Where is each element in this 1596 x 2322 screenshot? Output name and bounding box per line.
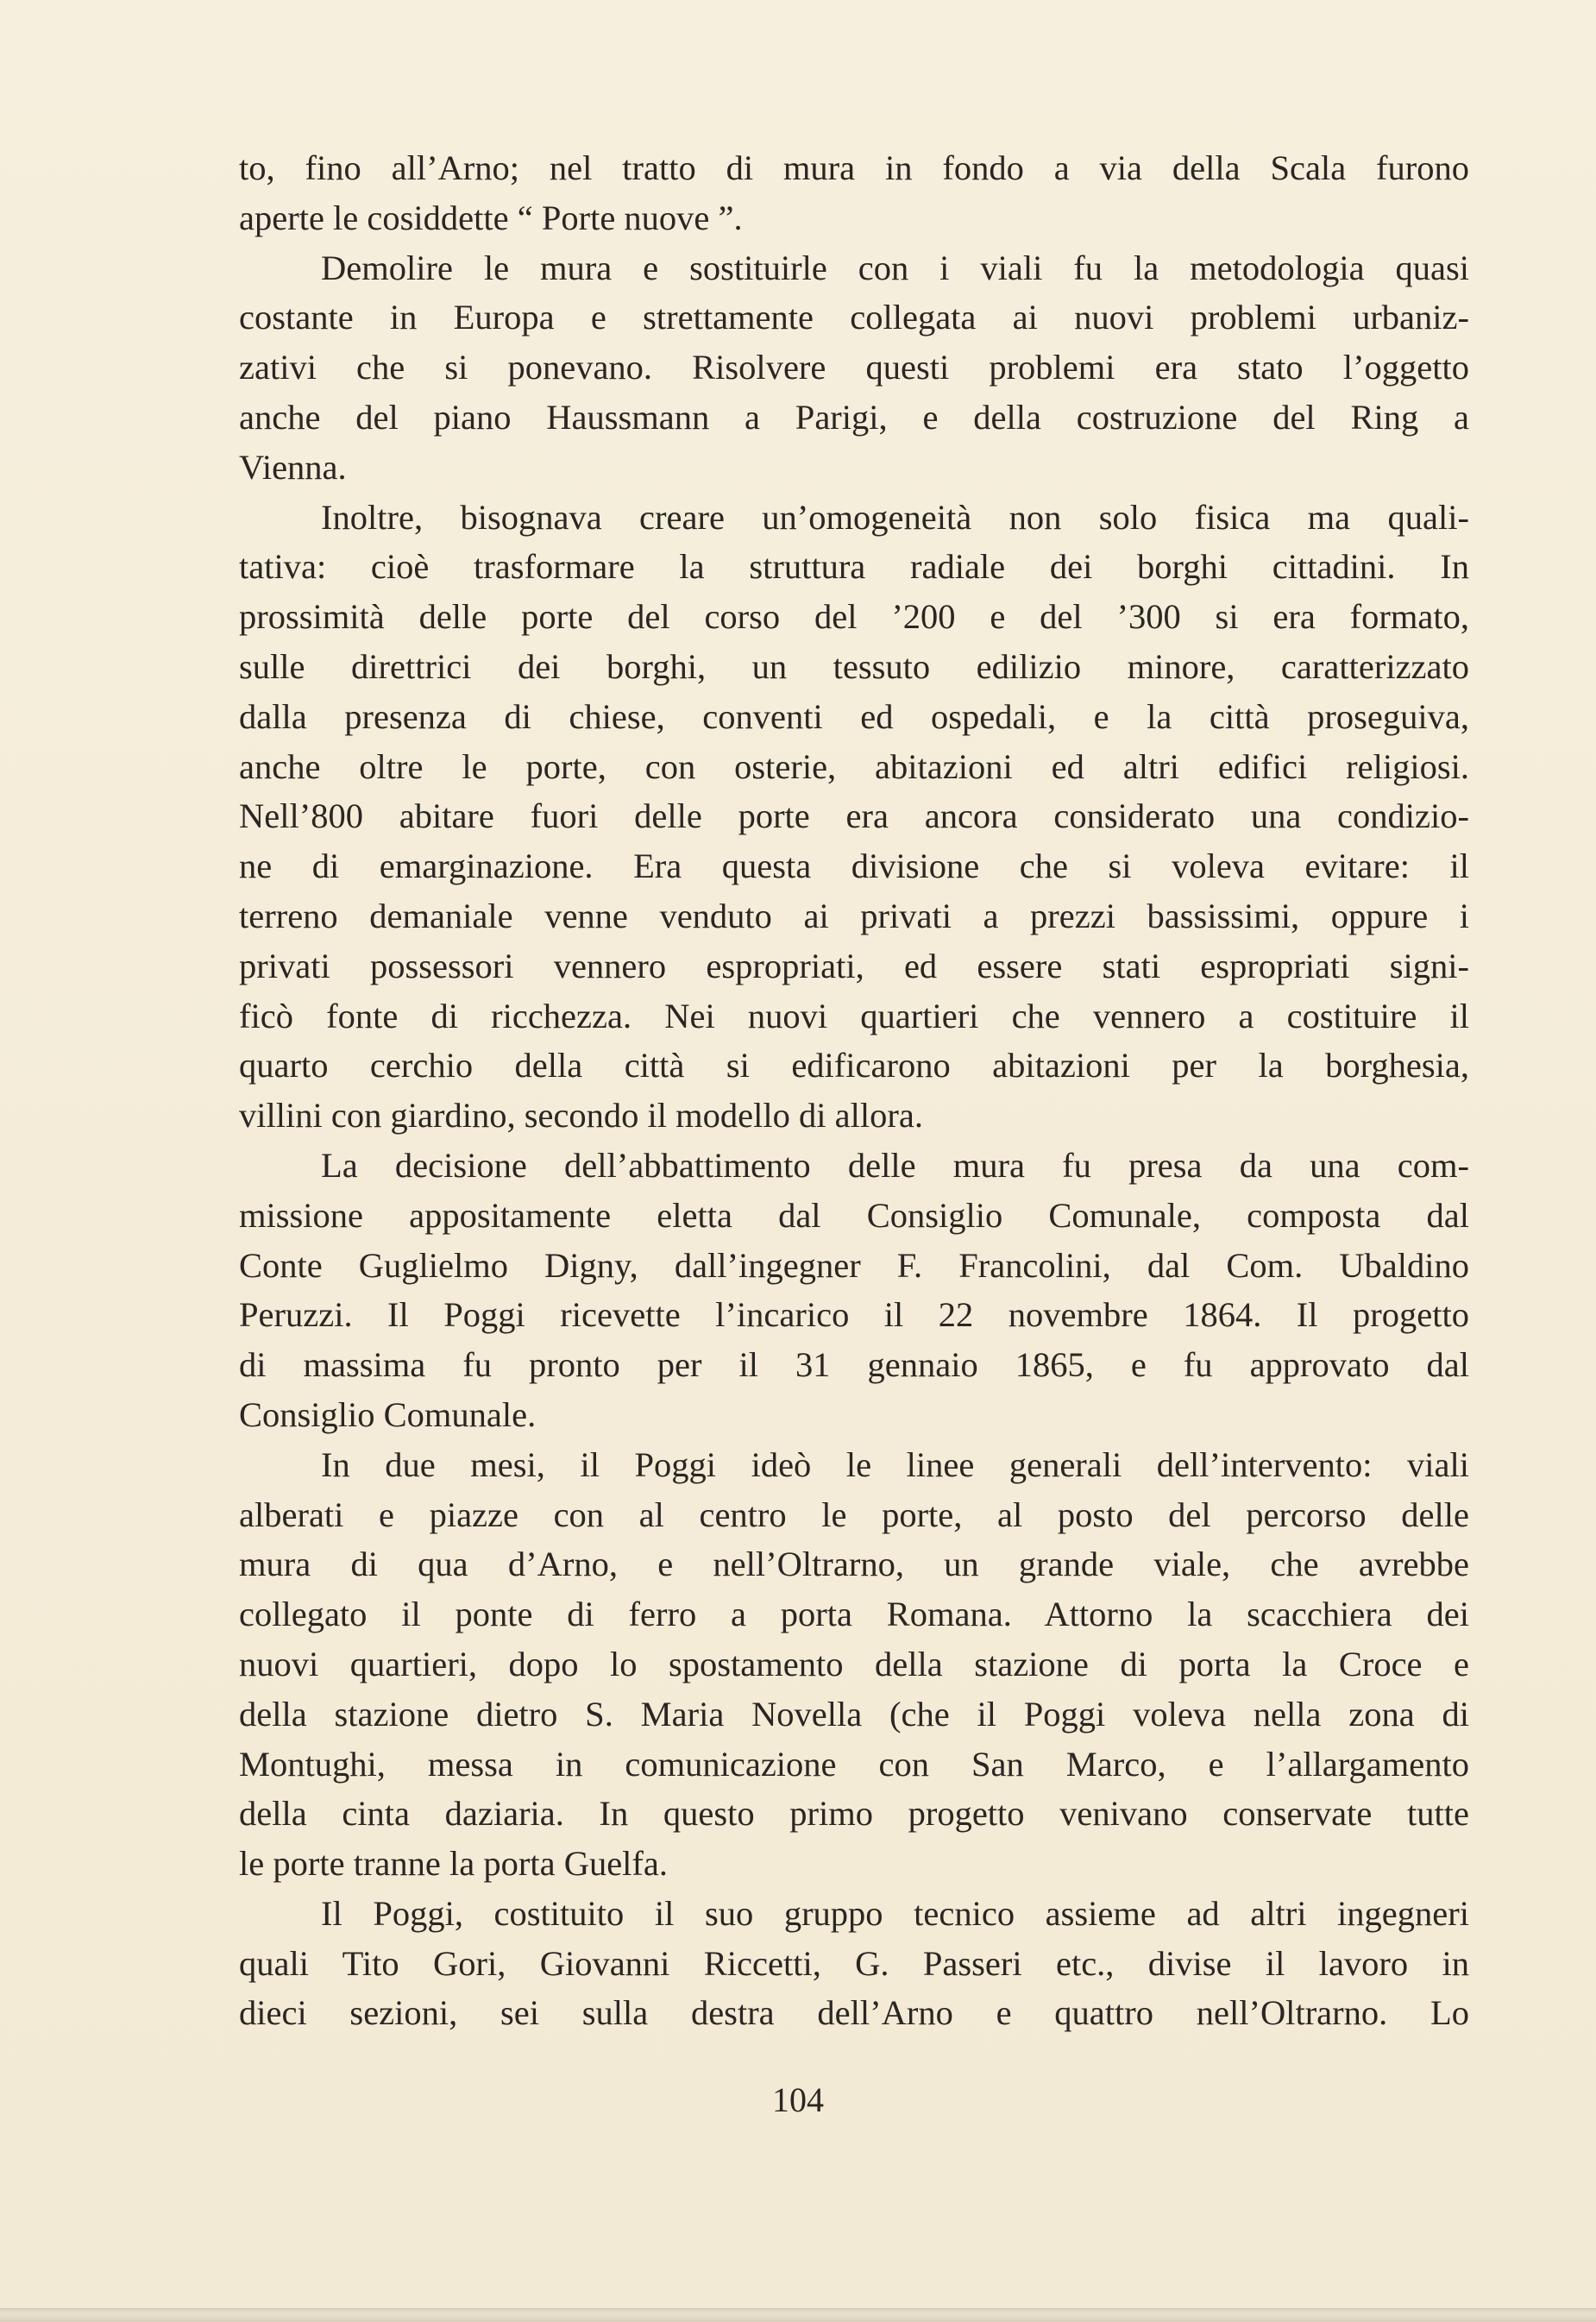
text-line: Demolire le mura e sostituirle con i viali fu la metodologia quasi [321,248,1469,287]
text-line: Consiglio Comunale. [239,1394,537,1434]
paragraph [239,1141,1469,1440]
text-line: Vienna. [239,447,347,487]
page-bottom-edge [0,2308,1596,2322]
text-line: nuovi quartieri, dopo lo spostamento della stazione di porta la Croce e [239,1644,1469,1683]
text-line: tativa: cioè trasformare la struttura radiale dei borghi cittadini. In [239,547,1469,587]
text-line: della stazione dietro S. Maria Novella (che il Poggi voleva nella zona di [239,1694,1469,1734]
paragraph [239,1440,1469,1889]
text-line: dieci sezioni, sei sulla destra dell’Arno e quattro nell’Oltrarno. Lo [239,1993,1469,2033]
page-number: 104 [772,2080,824,2119]
text-line: In due mesi, il Poggi ideò le linee generali dell’intervento: viali [321,1444,1469,1484]
text-line: prossimità delle porte del corso del ’200 e del ’300 si era formato, [239,597,1469,637]
text-line: anche del piano Haussmann a Parigi, e della costruzione del Ring a [239,397,1469,437]
text-line: ne di emarginazione. Era questa divisione che si voleva evitare: il [239,846,1469,886]
text-line: mura di qua d’Arno, e nell’Oltrarno, un grande viale, che avrebbe [239,1545,1469,1584]
body-text [239,143,1469,2038]
text-line: costante in Europa e strettamente collegata ai nuovi problemi urbaniz- [239,298,1469,337]
text-line: collegato il ponte di ferro a porta Romana. Attorno la scacchiera dei [239,1595,1469,1634]
paragraph [239,143,1469,243]
text-line: to, fino all’Arno; nel tratto di mura in fondo a via della Scala furono [239,148,1469,187]
paragraph [239,1889,1469,2038]
paragraph [239,493,1469,1141]
text-line: aperte le cosiddette “ Porte nuove ”. [239,198,743,237]
paragraph [239,243,1469,493]
text-line: ficò fonte di ricchezza. Nei nuovi quartieri che vennero a costituire il [239,996,1469,1035]
text-line: Peruzzi. Il Poggi ricevette l’incarico il 22 novembre 1864. Il progetto [239,1295,1469,1335]
text-line: anche oltre le porte, con osterie, abitazioni ed altri edifici religiosi. [239,746,1469,786]
text-line: alberati e piazze con al centro le porte, al posto del percorso delle [239,1495,1469,1534]
text-line: di massima fu pronto per il 31 gennaio 1865, e fu approvato dal [239,1345,1469,1385]
text-line: sulle direttrici dei borghi, un tessuto edilizio minore, caratterizzato [239,646,1469,686]
text-line: zativi che si ponevano. Risolvere questi problemi era stato l’oggetto [239,348,1469,387]
text-line: le porte tranne la porta Guelfa. [239,1844,669,1884]
text-line: La decisione dell’abbattimento delle mura fu presa da una com- [321,1145,1469,1185]
text-line: quarto cerchio della città si edificarono abitazioni per la borghesia, [239,1046,1469,1085]
text-line: Conte Guglielmo Digny, dall’ingegner F. Francolini, dal Com. Ubaldino [239,1245,1469,1285]
text-line: Montughi, messa in comunicazione con San Marco, e l’allargamento [239,1744,1469,1784]
text-line: Inoltre, bisognava creare un’omogeneità non solo fisica ma quali- [321,497,1469,537]
text-line: dalla presenza di chiese, conventi ed ospedali, e la città proseguiva, [239,696,1469,736]
text-line: Il Poggi, costituito il suo gruppo tecnico assieme ad altri ingegneri [321,1893,1469,1933]
text-line: quali Tito Gori, Giovanni Riccetti, G. Passeri etc., divise il lavoro in [239,1943,1469,1983]
text-line: terreno demaniale venne venduto ai privati a prezzi bassissimi, oppure i [239,896,1469,935]
text-line: missione appositamente eletta dal Consiglio Comunale, composta dal [239,1195,1469,1235]
text-line: della cinta daziaria. In questo primo progetto venivano conservate tutte [239,1794,1469,1834]
text-line: Nell’800 abitare fuori delle porte era ancora considerato una condizio- [239,796,1469,836]
text-line: privati possessori vennero espropriati, ed essere stati espropriati signi- [239,946,1469,985]
text-line: villini con giardino, secondo il modello di allora. [239,1096,923,1136]
